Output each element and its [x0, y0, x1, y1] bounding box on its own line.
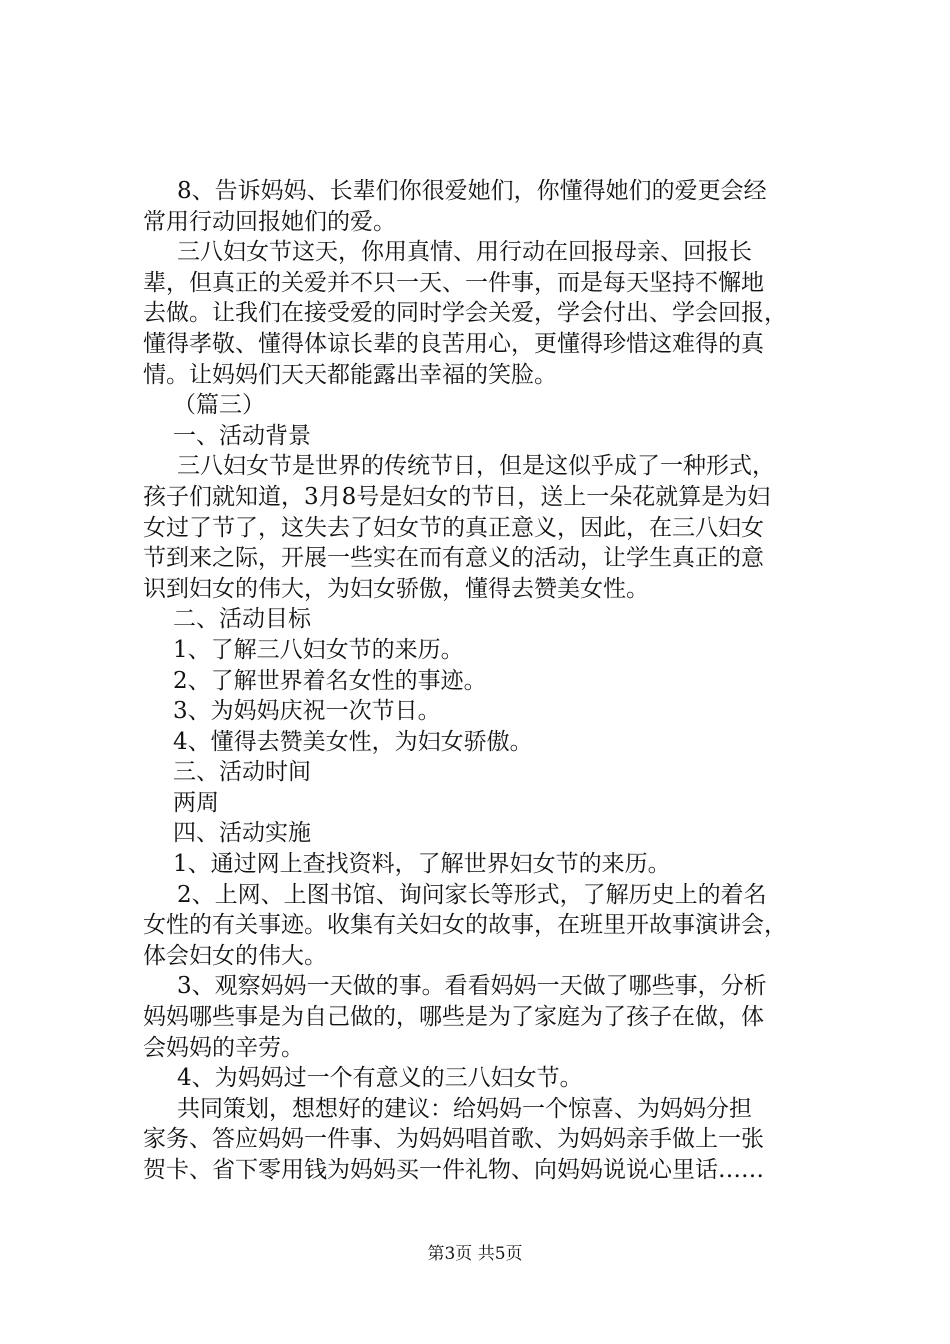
text-line: 2、上网、上图书馆、询问家长等形式，了解历史上的着名 [177, 881, 767, 908]
text-line: 1、了解三八妇女节的来历。 [173, 636, 464, 663]
text-line: 8、告诉妈妈、长辈们你很爱她们，你懂得她们的爱更会经 [177, 178, 767, 204]
text-line: （篇三） [173, 392, 265, 419]
text-line: 4、为妈妈过一个有意义的三八妇女节。 [177, 1065, 583, 1092]
text-line: 贺卡、省下零用钱为妈妈买一件礼物、向妈妈说说心里话…… [143, 1157, 764, 1183]
text-line: 3、观察妈妈一天做的事。看看妈妈一天做了哪些事，分析 [177, 973, 767, 1000]
text-line: 孩子们就知道，3月8号是妇女的节日，送上一朵花就算是为妇 [143, 483, 771, 510]
text-line: 二、活动目标 [173, 606, 311, 633]
text-line: 辈，但真正的关爱并不只一天、一件事，而是每天坚持不懈地 [143, 269, 764, 296]
page-footer: 第3页 共5页 [427, 1244, 523, 1264]
text-line: 会妈妈的辛劳。 [143, 1034, 304, 1061]
text-line: 女过了节了，这失去了妇女节的真正意义，因此，在三八妇女 [143, 514, 764, 541]
text-line: 三、活动时间 [173, 759, 311, 786]
text-line: 2、了解世界着名女性的事迹。 [173, 667, 487, 694]
text-line: 节到来之际，开展一些实在而有意义的活动，让学生真正的意 [143, 545, 764, 572]
text-line: 三八妇女节是世界的传统节日，但是这似乎成了一种形式， [177, 453, 775, 480]
text-line: 情。让妈妈们天天都能露出幸福的笑脸。 [143, 361, 557, 388]
text-line: 体会妇女的伟大。 [143, 942, 327, 969]
text-line: 妈妈哪些事是为自己做的，哪些是为了家庭为了孩子在做，体 [143, 1004, 764, 1031]
text-line: 四、活动实施 [173, 820, 311, 847]
text-line: 家务、答应妈妈一件事、为妈妈唱首歌、为妈妈亲手做上一张 [143, 1126, 764, 1153]
document-body [143, 176, 833, 1186]
text-line: 懂得孝敬、懂得体谅长辈的良苦用心，更懂得珍惜这难得的真 [143, 330, 764, 357]
text-line: 1、通过网上查找资料，了解世界妇女节的来历。 [173, 851, 671, 878]
text-line: 3、为妈妈庆祝一次节日。 [173, 698, 441, 725]
text-line: 去做。让我们在接受爱的同时学会关爱，学会付出、学会回报， [143, 300, 787, 327]
text-line: 两周 [173, 789, 219, 816]
text-line: 共同策划，想想好的建议：给妈妈一个惊喜、为妈妈分担 [177, 1095, 752, 1122]
text-line: 识到妇女的伟大，为妇女骄傲，懂得去赞美女性。 [143, 575, 649, 602]
text-line: 女性的有关事迹。收集有关妇女的故事，在班里开故事演讲会， [143, 912, 787, 939]
text-line: 一、活动背景 [173, 422, 311, 449]
text-line: 三八妇女节这天，你用真情、用行动在回报母亲、回报长 [177, 239, 752, 266]
text-line: 4、懂得去赞美女性，为妇女骄傲。 [173, 728, 533, 755]
text-line: 常用行动回报她们的爱。 [143, 208, 396, 235]
